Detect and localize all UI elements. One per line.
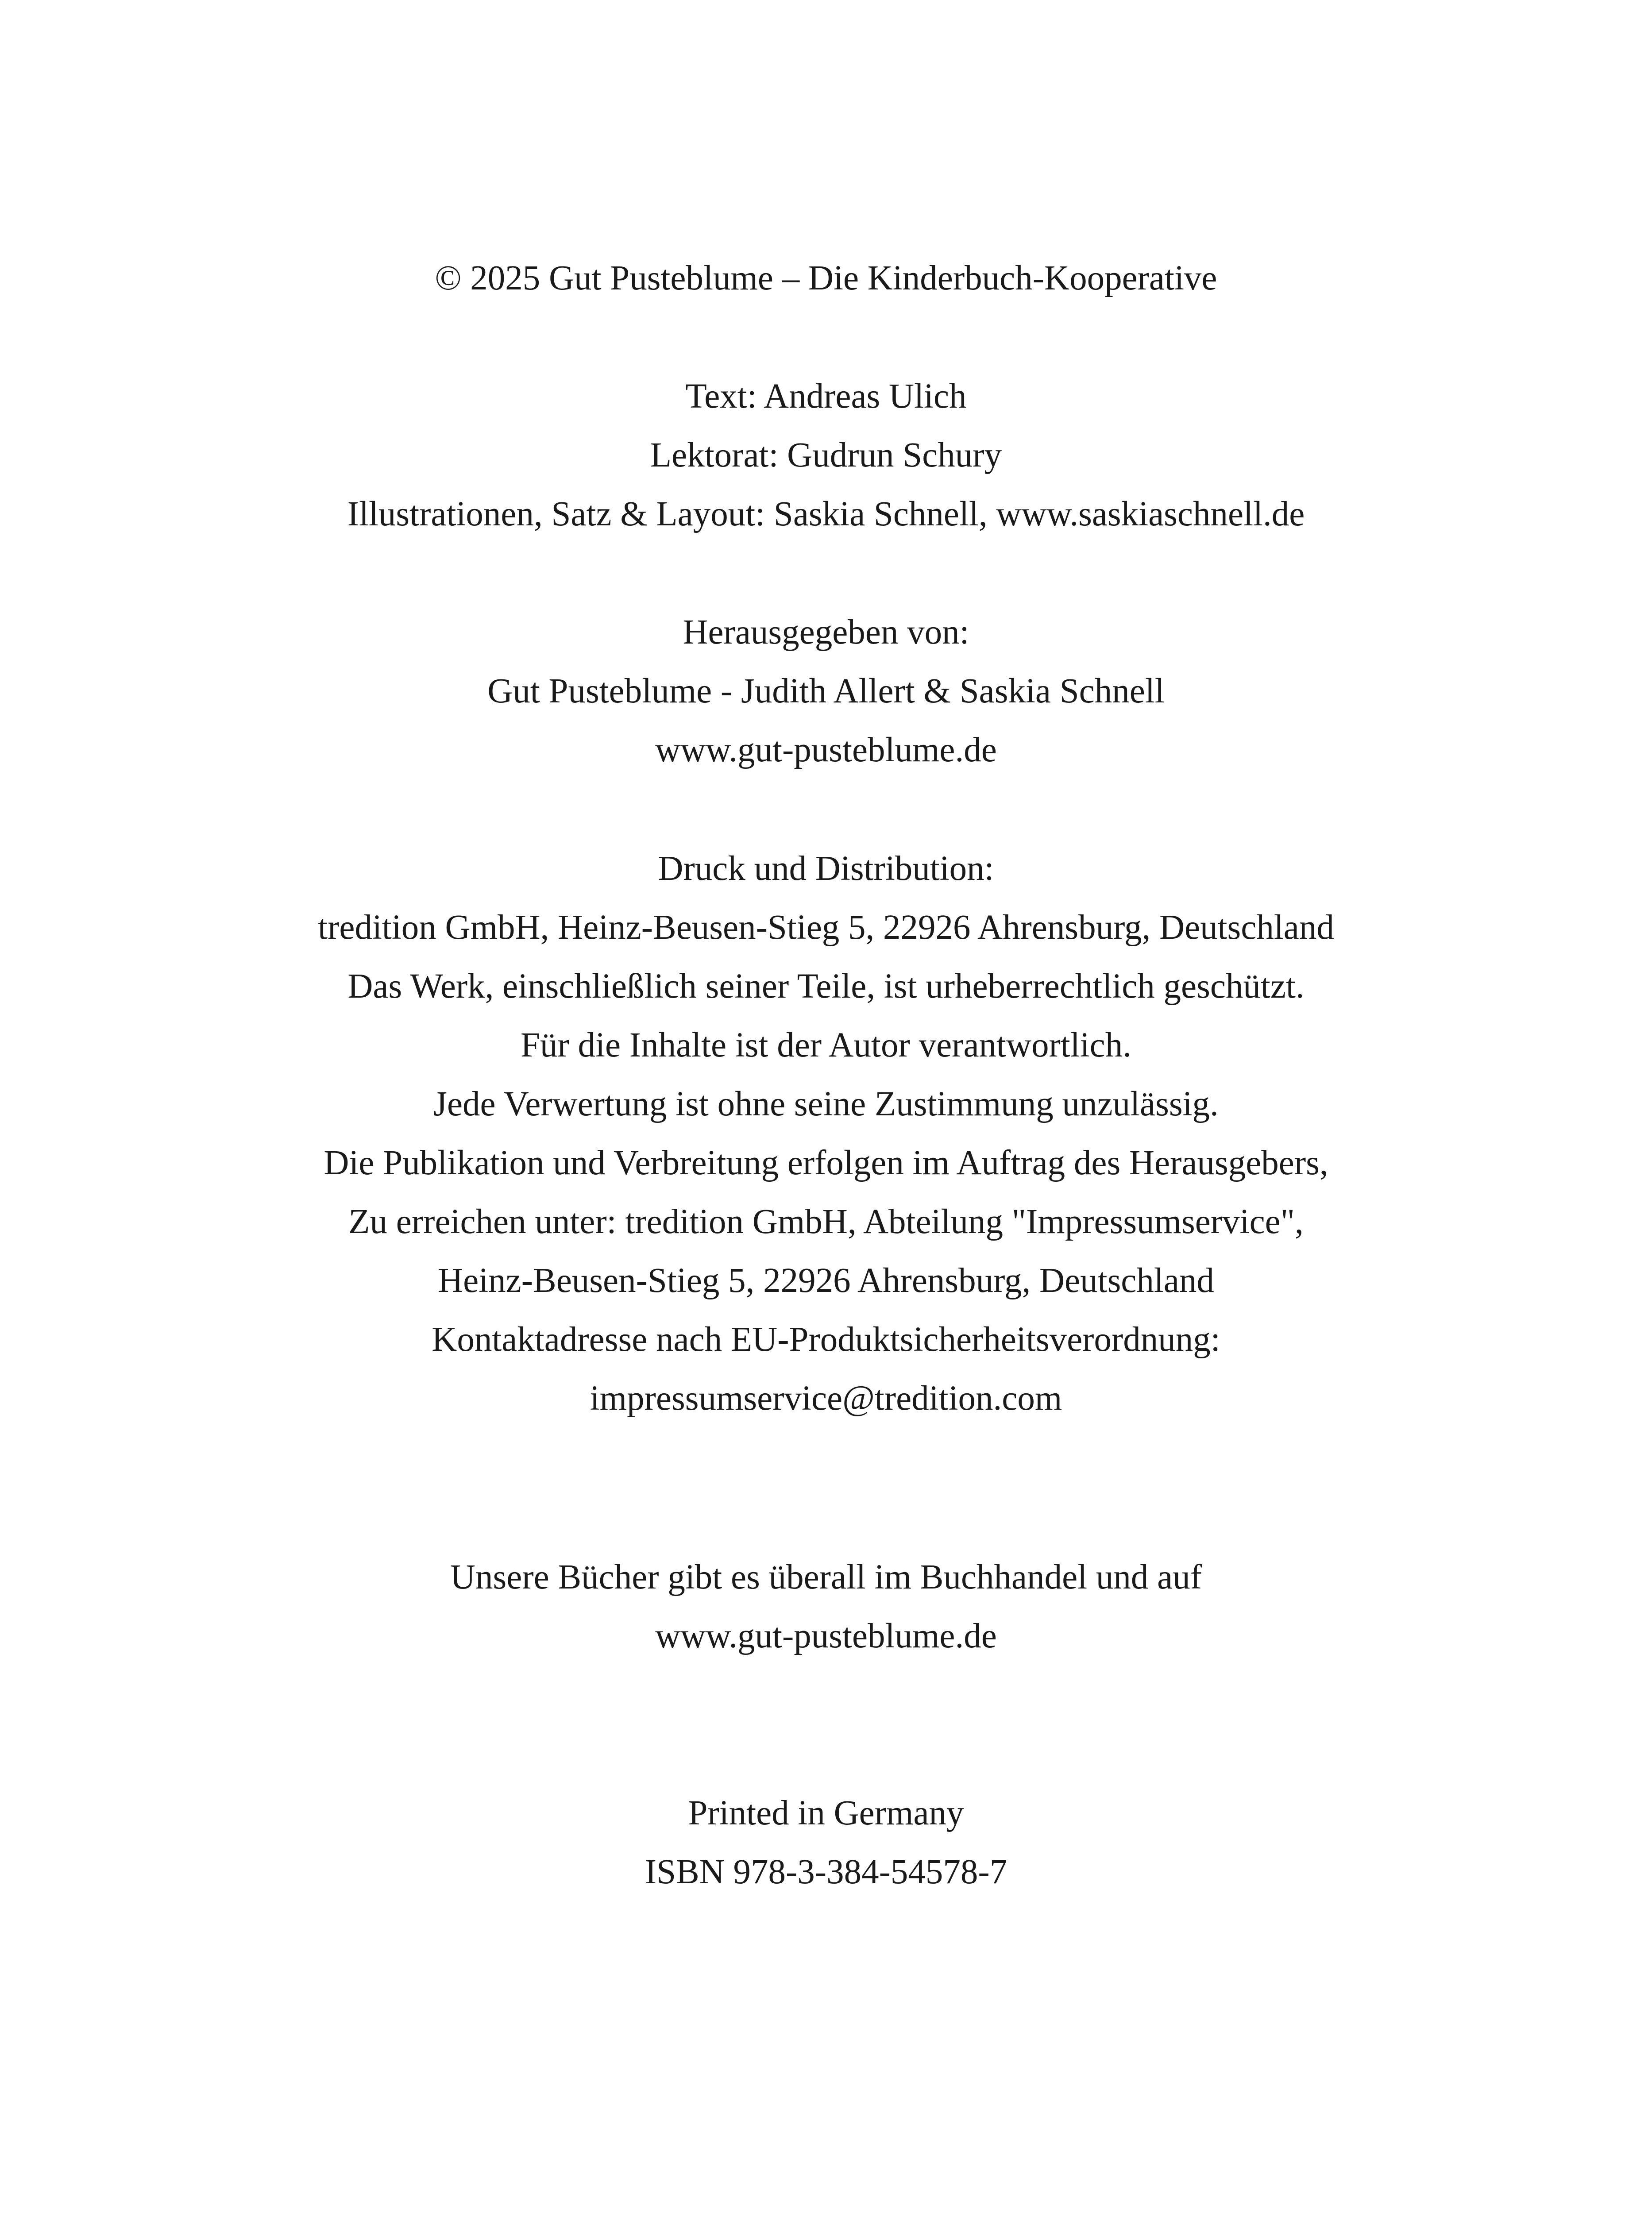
publication-notice: Die Publikation und Verbreitung erfolgen im Auftrag des Herausgebers,	[324, 1144, 1328, 1182]
printer-address: tredition GmbH, Heinz-Beusen-Stieg 5, 22926 Ahrensburg, Deutschland	[318, 908, 1334, 947]
credits-section	[0, 367, 1652, 544]
contact-intro: Zu erreichen unter: tredition GmbH, Abteilung "Impressumservice",	[348, 1203, 1304, 1241]
eu-contact-heading: Kontaktadresse nach EU-Produktsicherheitsverordnung:	[432, 1320, 1220, 1359]
origin-section	[0, 1784, 1652, 1901]
credit-editing: Lektorat: Gudrun Schury	[650, 436, 1002, 474]
publisher-section	[0, 603, 1652, 779]
bookshop-section	[0, 1548, 1652, 1666]
copyright-notice: Das Werk, einschließlich seiner Teile, ist urheberrechtlich geschützt.	[347, 967, 1305, 1006]
print-heading: Druck und Distribution:	[658, 849, 994, 888]
isbn: ISBN 978-3-384-54578-7	[645, 1853, 1007, 1891]
print-distribution-section	[0, 839, 1652, 1428]
consent-notice: Jede Verwertung ist ohne seine Zustimmung unzulässig.	[433, 1085, 1219, 1123]
bookshop-website: www.gut-pusteblume.de	[655, 1617, 997, 1655]
contact-address: Heinz-Beusen-Stieg 5, 22926 Ahrensburg, Deutschland	[438, 1261, 1214, 1300]
copyright-section	[0, 249, 1652, 308]
credit-text: Text: Andreas Ulich	[685, 377, 967, 416]
bookshop-line: Unsere Bücher gibt es überall im Buchhandel und auf	[450, 1558, 1202, 1596]
copyright-line: © 2025 Gut Pusteblume – Die Kinderbuch-Kooperative	[435, 259, 1217, 297]
printed-in: Printed in Germany	[688, 1794, 964, 1832]
responsibility-notice: Für die Inhalte ist der Autor verantwortlich.	[521, 1026, 1131, 1064]
publisher-website: www.gut-pusteblume.de	[655, 731, 997, 769]
publisher-names: Gut Pusteblume - Judith Allert & Saskia Schnell	[487, 672, 1165, 710]
credit-illustrations: Illustrationen, Satz & Layout: Saskia Schnell, www.saskiaschnell.de	[347, 495, 1305, 533]
publisher-heading: Herausgegeben von:	[683, 613, 969, 652]
contact-email: impressumservice@tredition.com	[590, 1379, 1062, 1418]
